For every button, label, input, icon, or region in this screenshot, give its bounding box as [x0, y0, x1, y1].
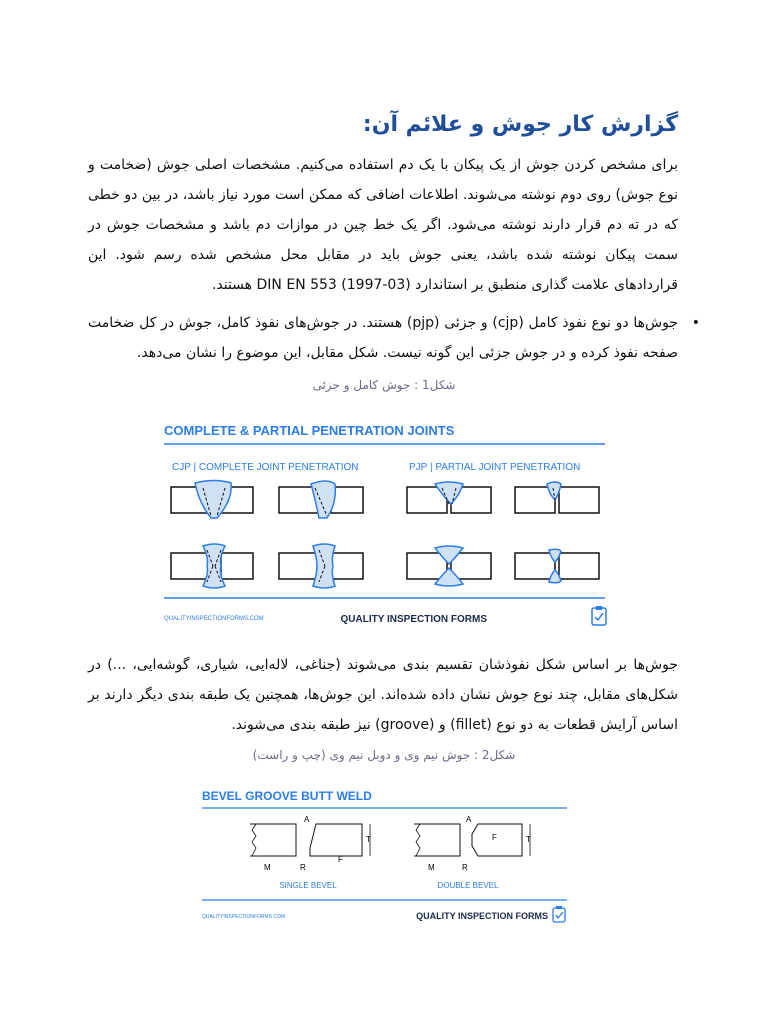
cjp-joint-double-bevel: [279, 544, 363, 588]
cjp-joint-bevel: [279, 481, 363, 518]
cjp-joint-double-v: [171, 544, 253, 588]
figure1-cjp-label: CJP | COMPLETE JOINT PENETRATION: [172, 462, 359, 473]
page-title: گزارش کار جوش و علائم آن:: [362, 112, 678, 137]
pjp-joint-double-v: [407, 546, 491, 586]
bullet-text: جوش‌ها دو نوع نفوذ کامل (cjp) و جزئی (pjp) هستند. در جوش‌های نفوذ کامل، جوش در کل ضخامت صفحه نفوذ کرده و در جوش جزئی این گونه نیست. شکل مقابل، این موضوع را نشان می‌دهد.: [88, 315, 678, 361]
figure1-heading: COMPLETE & PARTIAL PENETRATION JOINTS: [164, 423, 455, 438]
single-bevel-diagram: [250, 815, 371, 890]
dim-r-double: R: [462, 863, 468, 872]
pjp-joint-double-bevel: [515, 549, 599, 583]
bullet-item: [88, 308, 700, 368]
single-bevel-label: SINGLE BEVEL: [279, 881, 337, 890]
clipboard-check-icon: [553, 906, 565, 922]
pjp-joint-single-v: [407, 482, 491, 513]
intro-paragraph: برای مشخص کردن جوش از یک پیکان با یک دم استفاده می‌کنیم. مشخصات اصلی جوش (ضخامت و نوع جوش) روی دوم نوشته می‌شوند. اطلاعات اضافی که ممکن است مورد نیاز باشد، در بین دو خطی که در ته دم قرار دارند نوشته می‌شود. اگر یک خط چین در موازات دم باشد و مشخصات جوش در سمت پیکان نوشته شده باشد، یعنی جوش باید در مقابل محل مشخص شده رسم شود. این قراردادهای علامت گذاری منطبق بر استاندارد DIN EN 553 (1997-03) هستند.: [88, 157, 678, 293]
figure2-heading: BEVEL GROOVE BUTT WELD: [202, 789, 372, 803]
dim-f-double: F: [492, 833, 497, 842]
figure1-penetration-joints: [155, 408, 615, 630]
cjp-joint-single-v: [171, 481, 253, 519]
dim-t-single: T: [366, 835, 371, 844]
figure2-bevel-groove: [192, 778, 576, 930]
pjp-joint-bevel: [515, 482, 599, 513]
double-bevel-label: DOUBLE BEVEL: [437, 881, 499, 890]
figure2-caption: شکل2 : جوش نیم وی و دوبل نیم وی (چپ و راست): [252, 748, 516, 762]
figure1-footer-url: QUALITYINSPECTIONFORMS.COM: [164, 616, 264, 622]
dim-t-double: T: [526, 835, 531, 844]
clipboard-check-icon: [592, 606, 606, 625]
figure1-pjp-label: PJP | PARTIAL JOINT PENETRATION: [409, 462, 581, 473]
dim-a-single: A: [304, 815, 310, 824]
dim-r-single: R: [300, 863, 306, 872]
figure2-footer-brand: QUALITY INSPECTION FORMS: [416, 911, 548, 921]
figure1-footer-brand: QUALITY INSPECTION FORMS: [340, 614, 487, 625]
dim-a-double: A: [466, 815, 472, 824]
double-bevel-diagram: [414, 815, 531, 890]
dim-f-single: F: [338, 855, 343, 864]
dim-m-double: M: [428, 863, 435, 872]
dim-m-single: M: [264, 863, 271, 872]
groove-paragraph: جوش‌ها بر اساس شکل نفوذشان تقسیم بندی می‌شوند (جناغی، لاله‌ایی، شیاری، گوشه‌ایی، ...) در شکل‌های مقابل، چند نوع جوش نشان داده شده‌اند. این جوش‌ها، همچنین یک طبقه بندی دیگر دارند بر اساس آرایش قطعات به دو نوع (fillet) و (groove) نیز طبقه بندی می‌شوند.: [88, 657, 678, 733]
figure2-footer-url: QUALITYINSPECTIONFORMS.COM: [202, 914, 286, 920]
bullet-dot-icon: •: [691, 315, 700, 331]
figure1-caption: شکل1 : جوش کامل و جزئی: [312, 378, 456, 392]
